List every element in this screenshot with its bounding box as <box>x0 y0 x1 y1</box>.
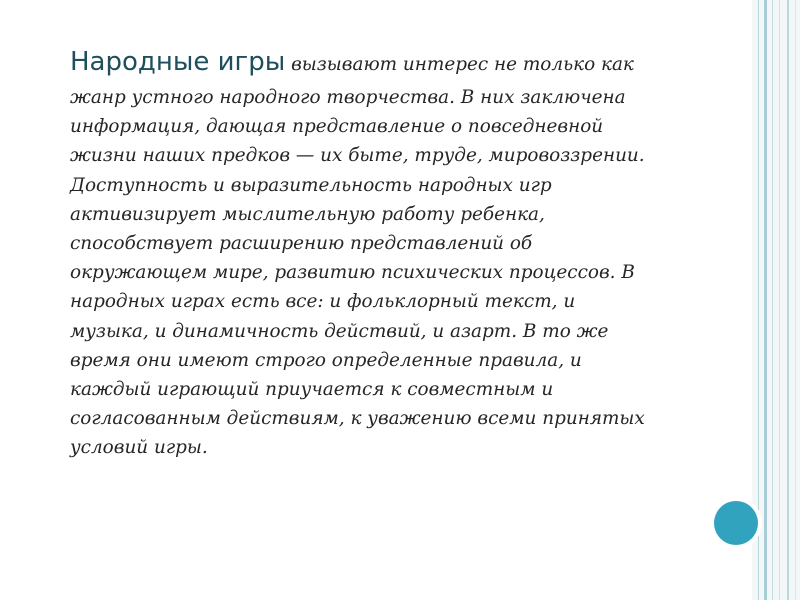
decorative-stripe <box>779 0 780 600</box>
decorative-circle <box>710 497 762 549</box>
decorative-stripe <box>795 0 796 600</box>
paragraph-line: народных играх есть все: и фольклорный текст, и <box>70 291 576 313</box>
decorative-stripe <box>772 0 773 600</box>
paragraph-line: жанр устного народного творчества. В них заключена <box>70 87 626 108</box>
paragraph-line: жизни наших предков — их быте, труде, мировоззрении. <box>70 145 645 167</box>
lead-phrase: Народные игры <box>70 47 286 77</box>
paragraph-line: согласованным действиям, к уважению всеми принятых <box>70 408 645 430</box>
decorative-stripe <box>764 0 767 600</box>
paragraph-line: музыка, и динамичность действий, и азарт. В то же <box>70 320 609 342</box>
slide-body-text <box>70 44 740 463</box>
decorative-side-band <box>752 0 800 600</box>
paragraph-line: каждый играющий приучается к совместным и <box>70 379 554 401</box>
paragraph-line: информация, дающая представление о повседневной <box>70 116 604 138</box>
paragraph-line-1 <box>70 44 740 83</box>
paragraph-text: вызывают интерес не только как <box>285 54 634 75</box>
paragraph-line: окружающем мире, развитию психических процессов. В <box>70 262 635 284</box>
decorative-stripe <box>787 0 789 600</box>
paragraph-line: условий игры. <box>70 437 208 459</box>
decorative-circle-fill <box>714 501 758 545</box>
paragraph-line: активизирует мыслительную работу ребенка, <box>70 203 545 225</box>
paragraph-line: время они имеют строго определенные правила, и <box>70 349 582 371</box>
paragraph-line: Доступность и выразительность народных игр <box>70 174 552 196</box>
paragraph-line: способствует расширению представлений об <box>70 233 533 255</box>
